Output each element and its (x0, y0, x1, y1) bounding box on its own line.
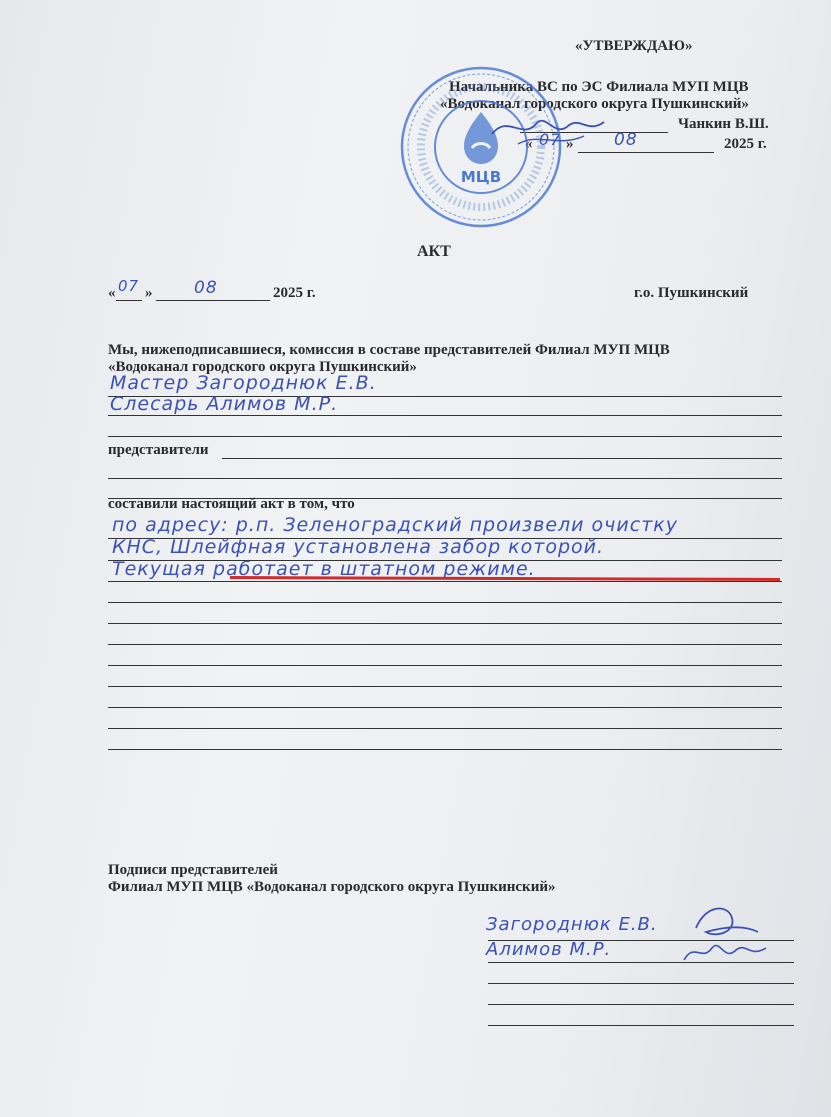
act-intro-line1: Мы, нижеподписавшиеся, комиссия в составе представителей Филиал МУП МЦВ (108, 342, 670, 358)
stamp-center-text: МЦВ (460, 168, 502, 186)
act-date-close-quote: » (145, 285, 153, 301)
empty-line (108, 749, 782, 750)
act-date-year: 2025 г. (273, 285, 316, 301)
empty-line (108, 602, 782, 603)
empty-line (108, 707, 782, 708)
act-body-line-3: Текущая работает в штатном режиме. (112, 558, 536, 580)
act-date-month: 08 (194, 278, 218, 298)
signatures-heading-1: Подписи представителей (108, 862, 278, 878)
statement-label: составили настоящий акт в том, что (108, 496, 355, 512)
act-place: г.о. Пушкинский (634, 285, 749, 301)
member-line-2 (108, 415, 782, 416)
signature-scribble (676, 898, 776, 970)
approval-date-open-quote: « (525, 136, 533, 152)
signature-line-5 (488, 1025, 794, 1026)
act-body-line-2: КНС, Шлейфная установлена забор которой. (112, 536, 605, 558)
approval-organization-line: «Водоканал городского округа Пушкинский» (440, 96, 749, 112)
signature-line-4 (488, 1004, 794, 1005)
member-line-3 (108, 436, 782, 437)
act-date-month-line (156, 300, 270, 301)
approval-position-line: Начальника ВС по ЭС Филиала МУП МЦВ (449, 79, 749, 95)
approval-signature-mark (488, 104, 608, 150)
approval-date-month: 08 (614, 130, 638, 150)
signature-name-1: Загороднюк Е.В. (486, 914, 658, 935)
signature-line-3 (488, 983, 794, 984)
approval-date-day: 07 (539, 130, 562, 149)
approval-heading: «УТВЕРЖДАЮ» (575, 38, 693, 54)
approval-date-close-quote: » (566, 136, 574, 152)
signature-name-2: Алимов М.Р. (486, 939, 612, 960)
signatures-heading-2: Филиал МУП МЦВ «Водоканал городского округа Пушкинский» (108, 879, 556, 895)
act-date-open-quote: « (108, 285, 116, 301)
empty-line (108, 728, 782, 729)
act-date-day-line (116, 300, 142, 301)
act-title: АКТ (417, 243, 451, 260)
approval-date-month-line (578, 152, 714, 153)
representatives-label: представители (108, 442, 209, 458)
act-intro-line2: «Водоканал городского округа Пушкинский» (108, 359, 417, 375)
approval-date-year: 2025 г. (724, 136, 767, 152)
commission-member-1: Мастер Загороднюк Е.В. (110, 372, 377, 394)
act-body-line-1: по адресу: р.п. Зеленоградский произвели очистку (112, 514, 678, 536)
empty-line (108, 686, 782, 687)
representatives-line-2 (108, 478, 782, 479)
empty-line (108, 665, 782, 666)
representatives-line-1 (222, 458, 782, 459)
commission-member-2: Слесарь Алимов М.Р. (110, 393, 339, 415)
approval-name: Чанкин В.Ш. (678, 116, 769, 132)
empty-line (108, 644, 782, 645)
act-date-day: 07 (118, 277, 140, 295)
body-line-3 (108, 581, 782, 582)
empty-line (108, 623, 782, 624)
